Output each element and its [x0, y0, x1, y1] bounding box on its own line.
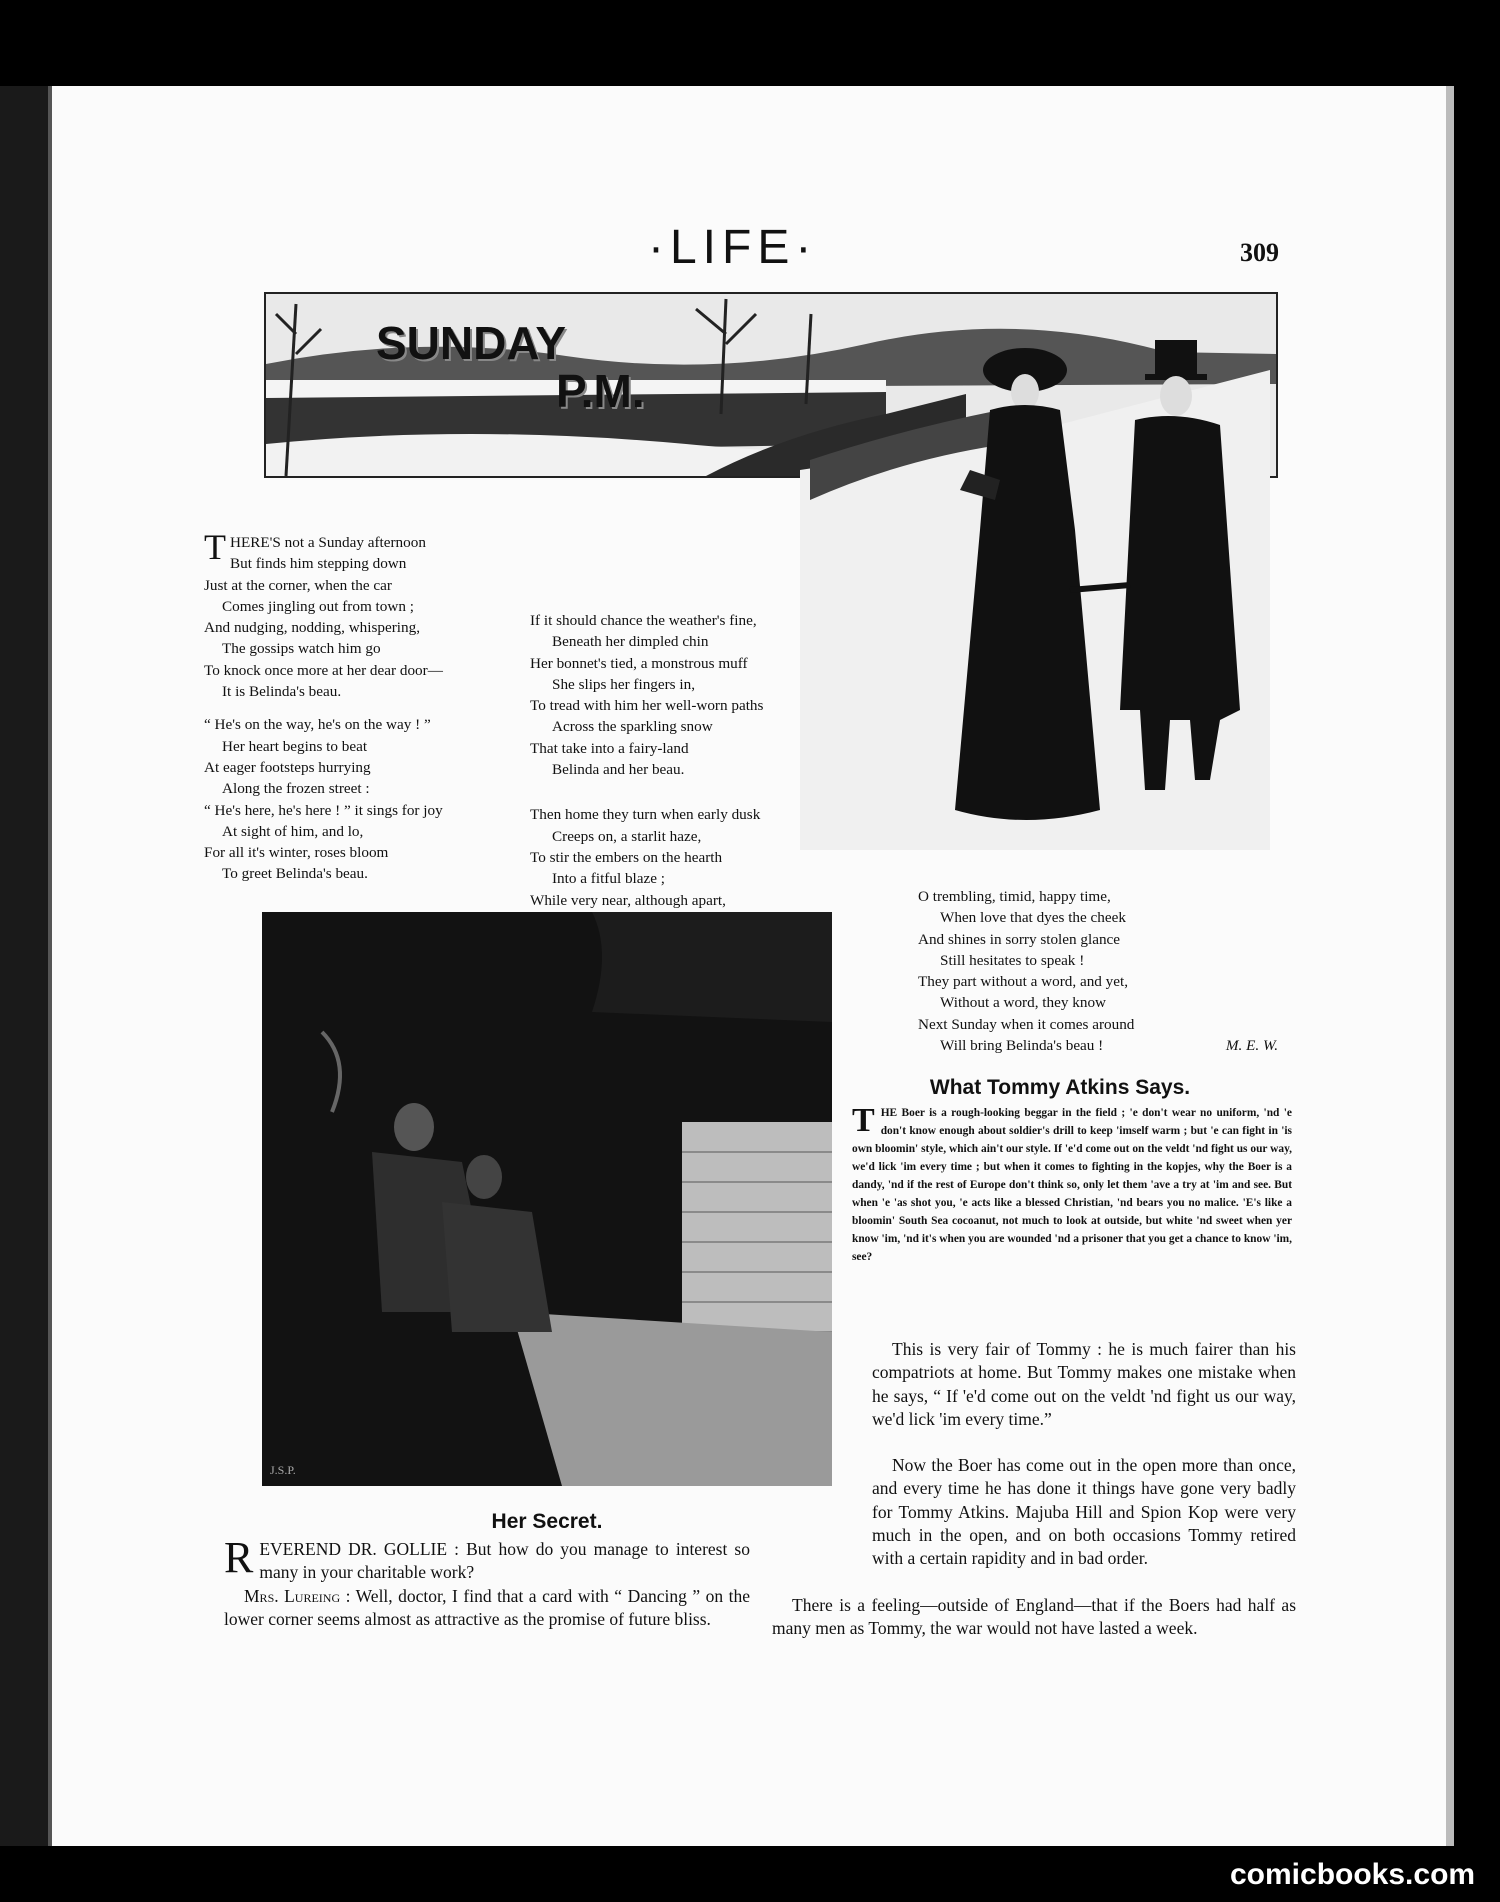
banner-title-line2: P.M. [556, 365, 645, 417]
illustration-signature: J.S.P. [270, 1463, 296, 1477]
her-secret-text [224, 1533, 750, 1631]
poem-stanza-2 [204, 714, 514, 884]
banner-title [376, 319, 645, 415]
poem-line: But finds him stepping down [230, 555, 407, 573]
poem-line: Into a fitful blaze ; [552, 870, 666, 888]
poem-line: “ He's on the way, he's on the way ! ” [204, 716, 431, 734]
poem-column-3 [918, 886, 1278, 1056]
poem-line: Next Sunday when it comes around [918, 1015, 1135, 1033]
banner-title-line1: SUNDAY [376, 317, 567, 369]
poem-line: And shines in sorry stolen glance [918, 930, 1121, 948]
poem-line: When love that dyes the cheek [940, 909, 1126, 927]
tommy-para-2-top [872, 1454, 1296, 1570]
tommy-paragraph: There is a feeling—outside of England—that if the Boers had half as many men as Tommy, the war would not have lasted a week. [772, 1595, 1296, 1639]
her-secret-dropcap: R [224, 1533, 254, 1582]
poem-line: Along the frozen street : [222, 780, 370, 798]
fireside-illustration [262, 912, 832, 1486]
poem-line: It is Belinda's beau. [222, 683, 342, 701]
poem-line: They part without a word, and yet, [918, 973, 1129, 991]
poem-line: At sight of him, and lo, [222, 822, 364, 840]
poem-line: Comes jingling out from town ; [222, 597, 414, 615]
poem-line: To knock once more at her dear door— [204, 661, 443, 679]
poem-line: That take into a fairy-land [530, 739, 689, 757]
poem-stanza-1 [204, 527, 514, 702]
tommy-title: What Tommy Atkins Says. [929, 1076, 1191, 1099]
her-secret-line1: EVEREND DR. GOLLIE : But how do you manage to interest so many in your charitable work? [259, 1539, 750, 1583]
poem-line: To tread with him her well-worn paths [530, 697, 764, 715]
poem-line: Belinda and her beau. [552, 761, 685, 779]
poem-line: Her heart begins to beat [222, 737, 368, 755]
masthead: ·LIFE· [648, 221, 818, 274]
poem-stanza-3 [530, 610, 850, 780]
poem-line: HERE'S not a Sunday afternoon [230, 534, 426, 551]
tommy-dropcap: T [852, 1102, 875, 1139]
tommy-paragraph: This is very fair of Tommy : he is much fairer than his compatriots at home. But Tommy makes one mistake when he says, “ If 'e'd come out on the veldt 'nd fight us our way, we'd lick 'im every time.” [872, 1339, 1296, 1429]
poem-line: Just at the corner, when the car [204, 576, 392, 594]
poem-line: The gossips watch him go [222, 640, 381, 658]
poem-line: For all it's winter, roses bloom [204, 844, 389, 862]
poem-line: While very near, although apart, [530, 891, 726, 909]
poem-line: Will bring Belinda's beau ! [940, 1037, 1104, 1055]
tommy-para-1 [872, 1338, 1296, 1431]
poem-line: O trembling, timid, happy time, [918, 888, 1111, 905]
poem-line: “ He's here, he's here ! ” it sings for joy [204, 801, 443, 819]
poem-line: At eager footsteps hurrying [204, 758, 371, 776]
book-spine [0, 86, 48, 1846]
poem-line: Without a word, they know [940, 994, 1107, 1012]
poem-line: Her bonnet's tied, a monstrous muff [530, 654, 748, 672]
poem-line: Creeps on, a starlit haze, [552, 827, 702, 845]
couple-walking-illustration [800, 330, 1270, 850]
tommy-para-3 [772, 1594, 1296, 1641]
poem-line: Still hesitates to speak ! [940, 951, 1085, 969]
poem-line: She slips her fingers in, [552, 675, 695, 693]
poem-dropcap: T [204, 527, 226, 567]
poem-line: If it should chance the weather's fine, [530, 612, 757, 629]
poem-line: And nudging, nodding, whispering, [204, 619, 420, 637]
page-number: 309 [1240, 238, 1279, 267]
her-secret-line2: : Well, doctor, I find that a card with “ Dancing ” on the lower corner seems almost as attractive as the promise of future bliss. [224, 1585, 750, 1629]
tommy-quote-text: HE Boer is a rough-looking beggar in the field ; 'e don't wear no uniform, 'nd 'e don't know enough about soldier's drill to keep 'imself warm ; but 'e can fight in 'is own bloomin' style, which ain't our style. If 'e'd come out on the veldt 'nd fight us our way, we'd lick 'im every time ; but when it comes to fighting in the kopjes, why the Boer is a dandy, 'nd if the rest of Europe don't think so, only let them 'ave a try at 'im and see. But when 'e 'as shot you, 'e acts like a blessed Christian, 'nd bears you no malice. 'E's like a bloomin' South Sea cocoanut, not much to look at outside, but white 'nd sweet when yer know 'im, 'nd it's when you are wounded 'nd a prisoner that you get a chance to know 'im, see? [852, 1107, 1292, 1263]
poem-line: To greet Belinda's beau. [222, 865, 368, 883]
page-right-edge [1446, 86, 1454, 1846]
poem-signature: M. E. W. [1225, 1037, 1278, 1055]
poem-line: Beneath her dimpled chin [552, 633, 709, 651]
watermark: comicbooks.com [1230, 1858, 1476, 1891]
poem-line: Across the sparkling snow [552, 718, 713, 736]
her-secret-speaker: Mrs. Lureing [244, 1585, 341, 1606]
poem-column-1 [204, 527, 514, 897]
poem-line: To stir the embers on the hearth [530, 848, 723, 866]
tommy-paragraph: Now the Boer has come out in the open more than once, and every time he has done it things have gone very badly for Tommy Atkins. Majuba Hill and Spion Kop were very much in the open, and on both occasions Tommy retired with a certain rapidity and in bad order. [872, 1455, 1296, 1569]
her-secret-title: Her Secret. [491, 1510, 603, 1533]
poem-line: Then home they turn when early dusk [530, 806, 761, 824]
tommy-quote [852, 1104, 1292, 1266]
